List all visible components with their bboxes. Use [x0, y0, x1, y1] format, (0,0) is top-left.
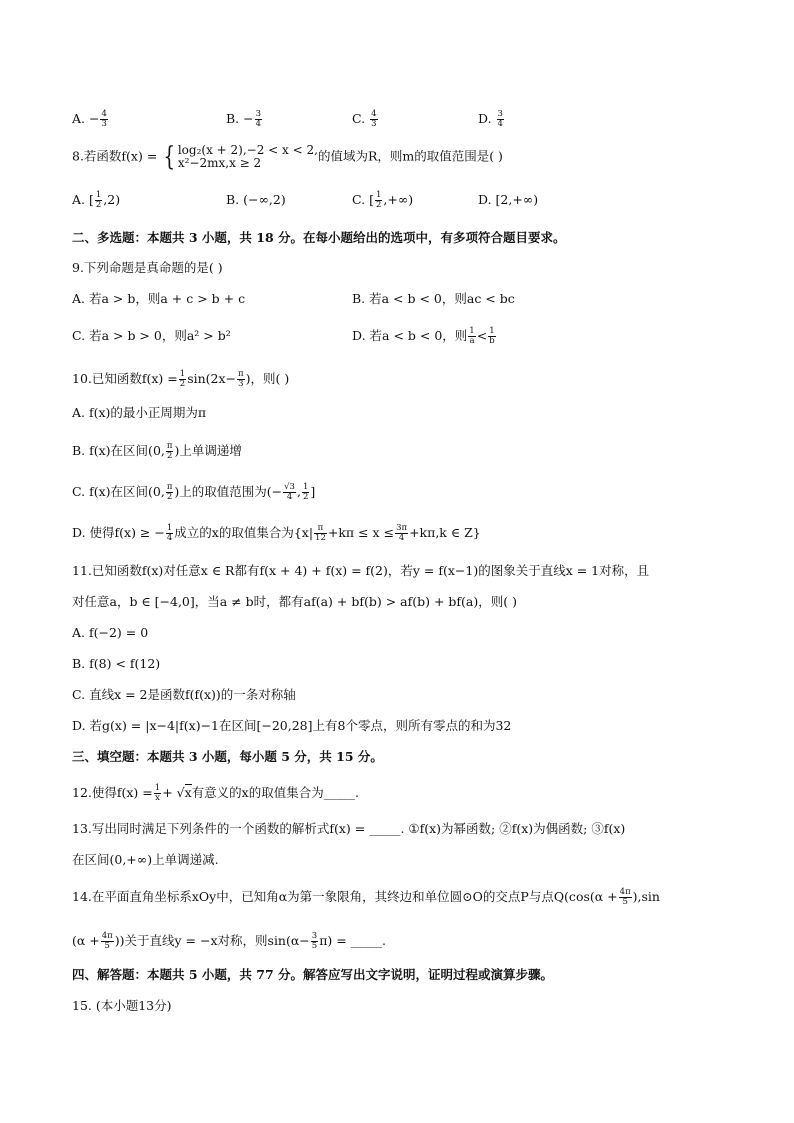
q10-option-d: D. 使得f(x) ≥ − $\frac{1}{4}$ 成立的x的取值集合为{x| $\frac{\pi}{12}$ +kπ ≤ x ≤ $\frac{3\pi}{4}$ +kπ,k ∈ Z}: [72, 523, 481, 543]
q12-stem: 12.使得f(x) = $\frac{1}{x}$ + √x有意义的x的取值集合为_____.: [72, 783, 359, 803]
q9-option-c: C. 若a > b > 0，则a² > b²: [72, 328, 231, 343]
q7-option-b: B. − $\frac{3}{4}$: [226, 109, 262, 129]
section-3-heading: 三、填空题：本题共 3 小题，每小题 5 分，共 15 分。: [72, 749, 383, 764]
q9-option-a: A. 若a > b，则a + c > b + c: [72, 291, 246, 306]
q10-option-c: C. f(x)在区间(0, $\frac{\pi}{2}$ )上的取值范围为(− $\frac{√3}{4}$ , $\frac{1}{2}$ ]: [72, 482, 316, 502]
q13-line-1: 13.写出同时满足下列条件的一个函数的解析式f(x) = _____. ①f(x)为幂函数; ②f(x)为偶函数; ③f(x): [72, 821, 626, 836]
q11-option-d: D. 若g(x) = |x−4|f(x)−1在区间[−20,28]上有8个零点，则所有零点的和为32: [72, 718, 512, 733]
q8-option-a: A. [ $\frac{1}{2}$ ,2): [72, 190, 121, 210]
q8-option-d: D. [2,+∞): [478, 192, 539, 207]
q7-option-c: C. $\frac{4}{3}$: [352, 109, 377, 129]
q9-stem: 9.下列命题是真命题的是( ): [72, 260, 223, 275]
q15-heading: 15. (本小题13分): [72, 998, 172, 1013]
q13-line-2: 在区间(0,+∞)上单调递减.: [72, 852, 219, 867]
q11-option-a: A. f(−2) = 0: [72, 625, 149, 640]
q11-option-c: C. 直线x = 2是函数f(f(x))的一条对称轴: [72, 687, 296, 702]
q14-line-1: 14.在平面直角坐标系xOy中，已知角α为第一象限角，其终边和单位圆⊙O的交点P与点Q(cos(α + $\frac{4\pi}{5}$ ),sin: [72, 887, 660, 907]
q11-option-b: B. f(8) < f(12): [72, 656, 161, 671]
q9-option-d: D. 若a < b < 0，则 $\frac{1}{a}$ < $\frac{1}{b}$: [352, 326, 495, 346]
q11-stem-line-2: 对任意a，b ∈ [−4,0]，当a ≠ b时，都有af(a) + bf(b) > af(b) + bf(a)，则( ): [72, 594, 517, 609]
q8-stem: 8.若函数f(x) = { log₂(x + 2),−2 < x < 2, x²−2mx,x ≥ 2 的值域为R，则m的取值范围是( ): [72, 142, 503, 172]
q7-option-d: D. $\frac{3}{4}$: [478, 109, 503, 129]
q8-option-b: B. (−∞,2): [226, 192, 286, 207]
q11-stem-line-1: 11.已知函数f(x)对任意x ∈ R都有f(x + 4) + f(x) = f(2)，若y = f(x−1)的图象关于直线x = 1对称，且: [72, 563, 650, 578]
q10-option-b: B. f(x)在区间(0, $\frac{\pi}{2}$ )上单调递增: [72, 441, 242, 461]
section-4-heading: 四、解答题：本题共 5 小题，共 77 分。解答应写出文字说明，证明过程或演算步骤。: [72, 967, 554, 982]
q10-option-a: A. f(x)的最小正周期为π: [72, 405, 207, 420]
q7-option-a: A. − $\frac{4}{3}$: [72, 109, 107, 129]
q9-option-b: B. 若a < b < 0，则ac < bc: [352, 291, 515, 306]
q10-stem: 10.已知函数f(x) = $\frac{1}{2}$ sin(2x− $\frac{\pi}{3}$ )，则( ): [72, 369, 290, 389]
section-2-heading: 二、多选题：本题共 3 小题，共 18 分。在每小题给出的选项中，有多项符合题目要求。: [72, 230, 566, 245]
q14-line-2: (α + $\frac{4\pi}{5}$ ))关于直线y = −x对称，则sin(α− $\frac{3}{5}$ π) = _____.: [72, 931, 386, 951]
q8-option-c: C. [ $\frac{1}{2}$ ,+∞): [352, 190, 414, 210]
